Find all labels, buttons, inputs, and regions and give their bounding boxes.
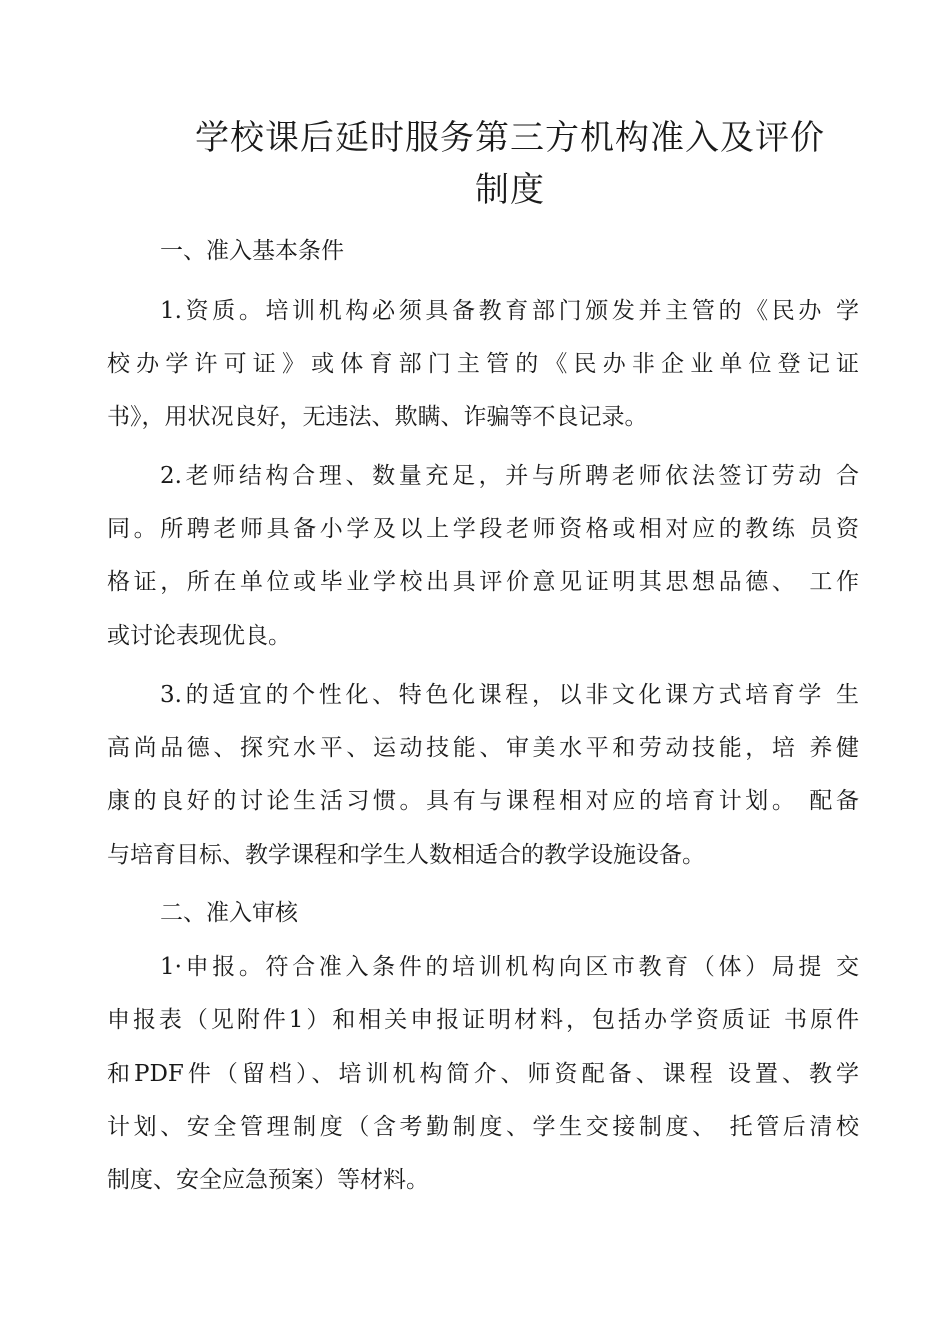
paragraph-line: 申报表（见附件1）和相关申报证明材料，包括办学资质证 书原件 xyxy=(107,1007,859,1033)
paragraph-line: 格证，所在单位或毕业学校出具评价意见证明其思想品德、 工作 xyxy=(107,569,859,595)
paragraph-line: 康的良好的讨论生活习惯。具有与课程相对应的培育计划。 配备 xyxy=(107,788,859,814)
paragraph-line: 计划、安全管理制度（含考勤制度、学生交接制度、 托管后清校 xyxy=(107,1114,859,1140)
section-heading: 二、准入审核 xyxy=(160,900,298,926)
paragraph-line: 或讨论表现优良。 xyxy=(107,623,291,649)
paragraph-line: 校办学许可证》或体育部门主管的《民办非企业单位登记证 xyxy=(107,351,859,377)
section-heading: 一、准入基本条件 xyxy=(160,238,344,264)
paragraph-line: 与培育目标、教学课程和学生人数相适合的教学设施设备。 xyxy=(107,842,705,868)
paragraph-line: 1·申报。符合准入条件的培训机构向区市教育（体）局提 交 xyxy=(160,954,859,980)
paragraph-line: 1.资质。培训机构必须具备教育部门颁发并主管的《民办 学 xyxy=(160,298,859,324)
title-line-2: 制度 xyxy=(475,170,545,210)
paragraph-line: 同。所聘老师具备小学及以上学段老师资格或相对应的教练 员资 xyxy=(107,516,859,542)
paragraph-line: 制度、安全应急预案）等材料。 xyxy=(107,1167,429,1193)
paragraph-line: 和PDF件（留档）、培训机构简介、师资配备、课程 设置、教学 xyxy=(107,1061,859,1087)
paragraph-line: 3.的适宜的个性化、特色化课程，以非文化课方式培育学 生 xyxy=(160,682,859,708)
title-line-1: 学校课后延时服务第三方机构准入及评价 xyxy=(195,118,825,158)
paragraph-line: 高尚品德、探究水平、运动技能、审美水平和劳动技能，培 养健 xyxy=(107,735,859,761)
paragraph-line: 2.老师结构合理、数量充足，并与所聘老师依法签订劳动 合 xyxy=(160,463,859,489)
paragraph-line: 书》，用状况良好，无违法、欺瞒、诈骗等不良记录。 xyxy=(107,404,648,430)
document-title xyxy=(140,112,880,216)
